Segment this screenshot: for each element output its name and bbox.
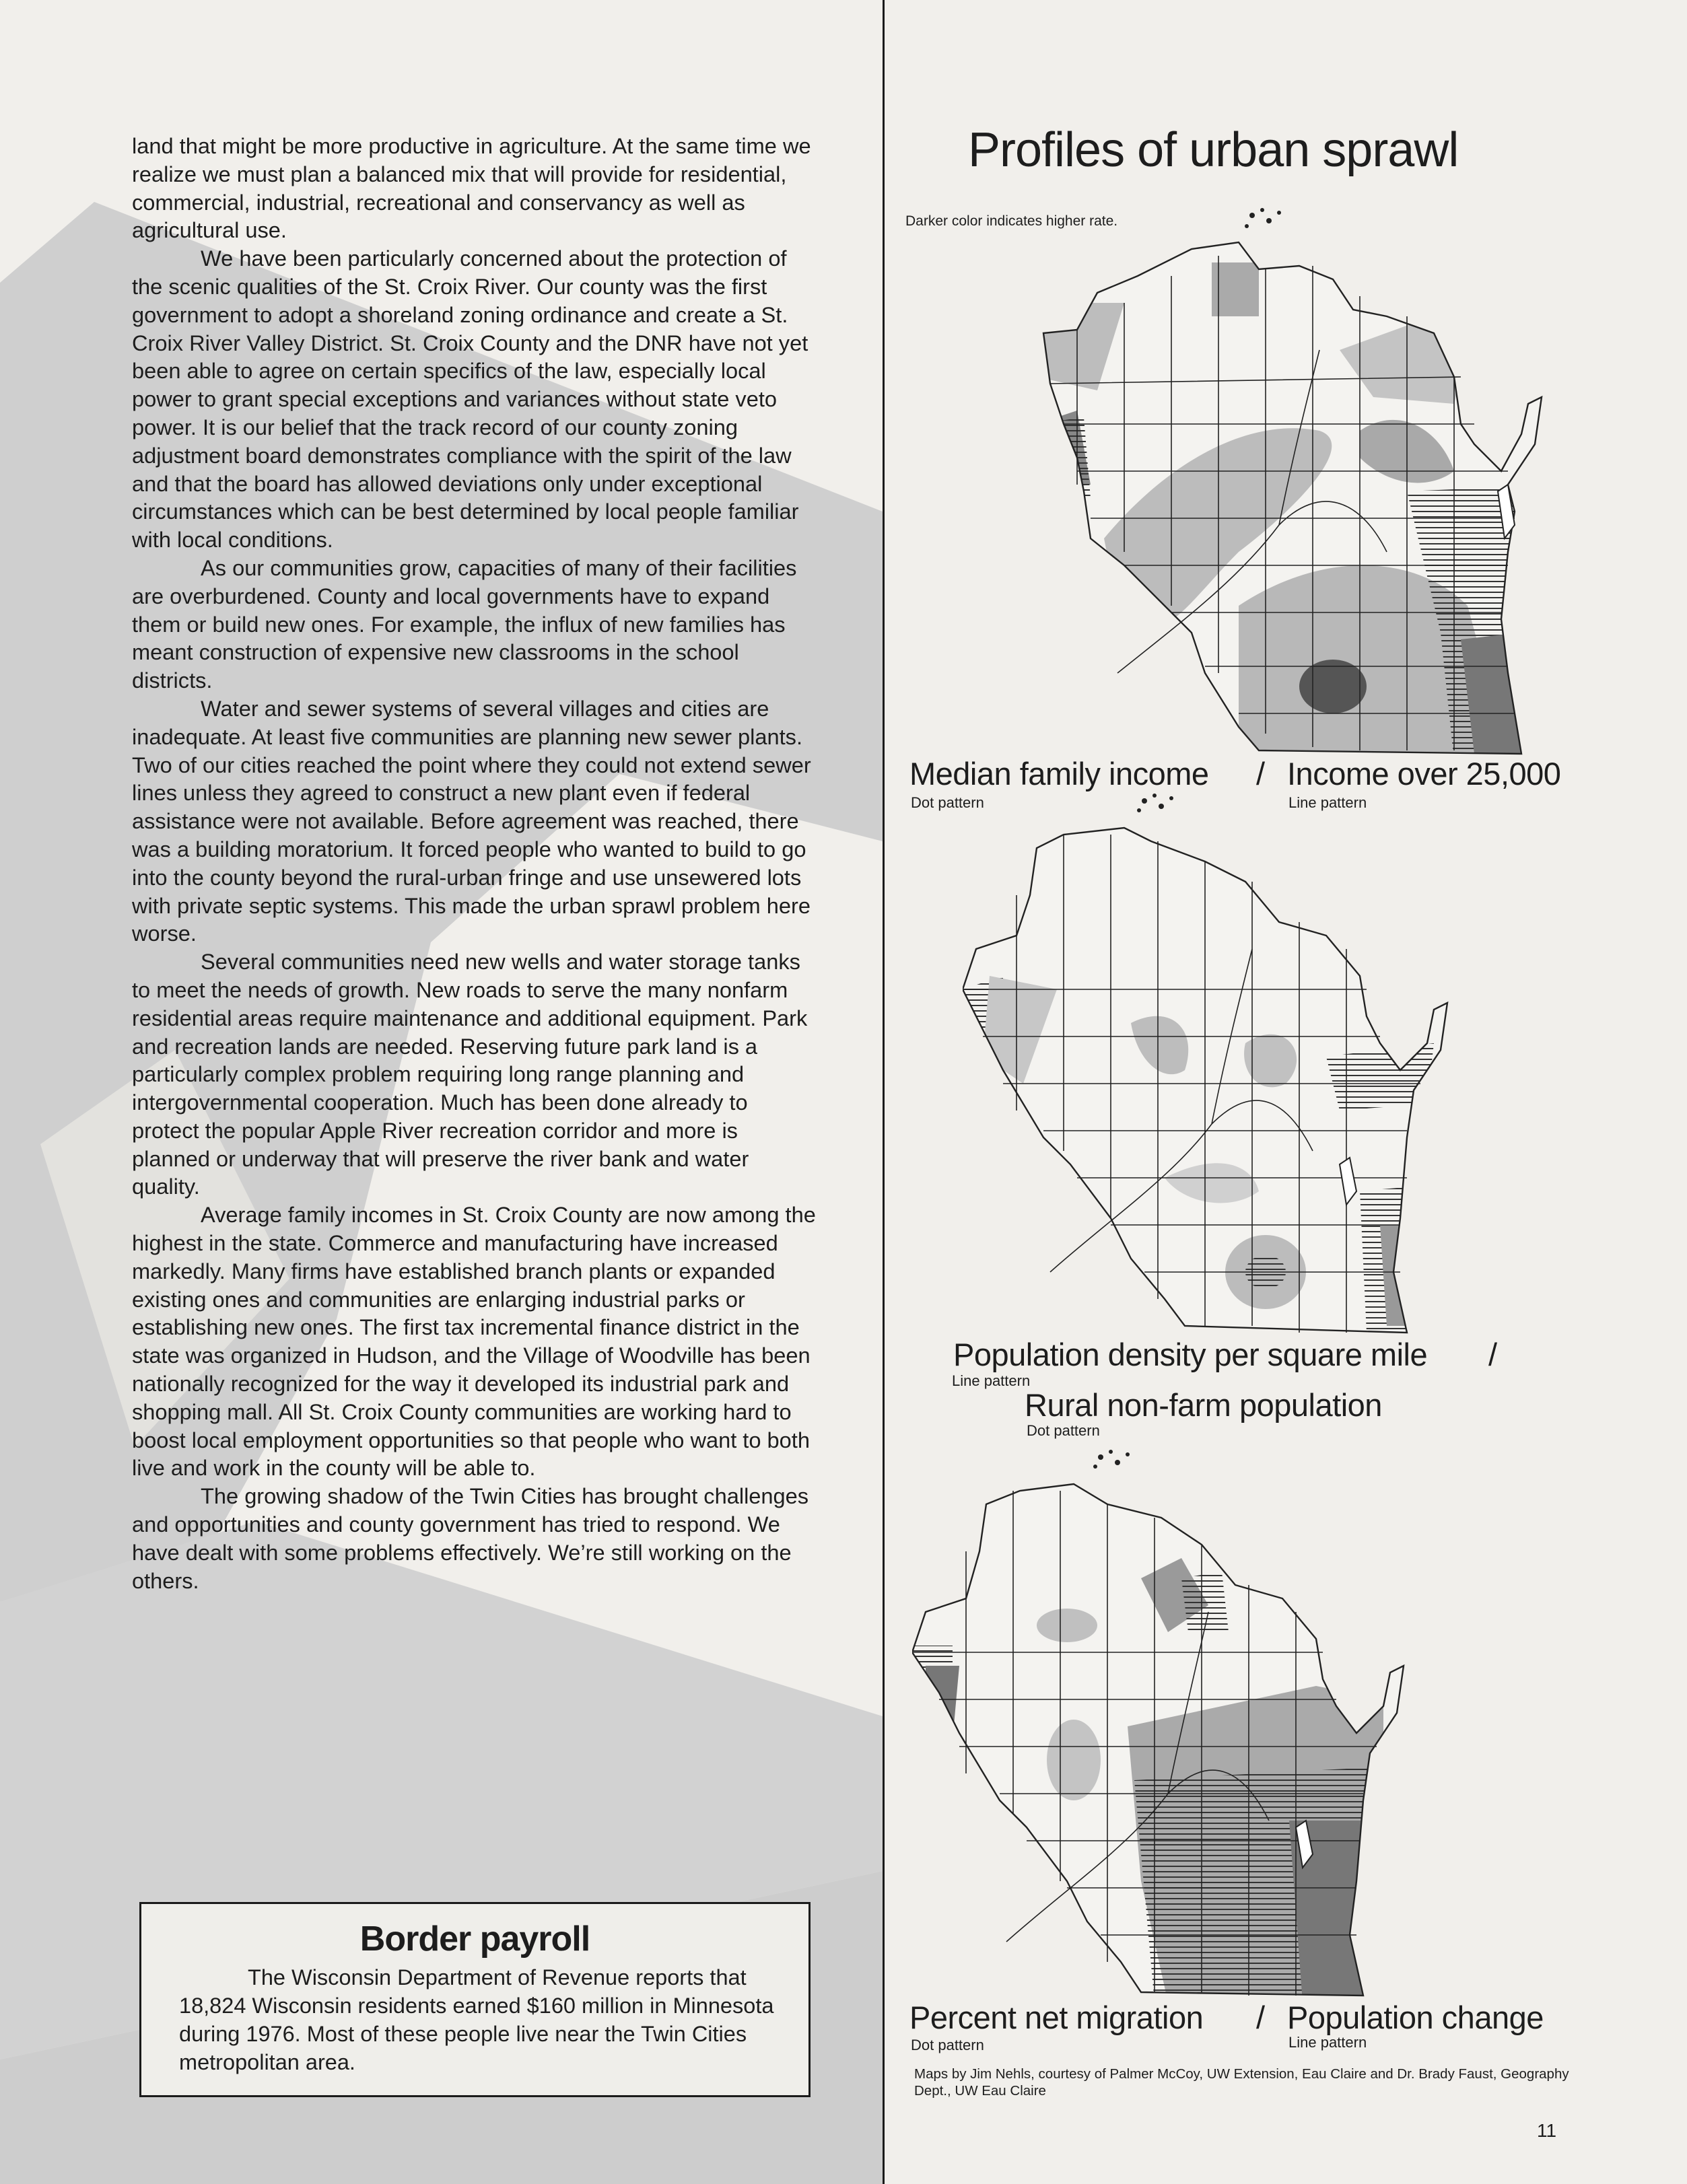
article-paragraph: We have been particularly concerned about the protection of the scenic qualities of the St. Croix River. Our county was the first government to adopt a shoreland zoning ordinance and create a St. Croix River Valley District. St. Croix County and the DNR have not yet been able to agree on certain specifics of the law, especially local power to grant special exceptions and variances without state veto power. It is our belief that the track record of our county zoning adjustment board demonstrates compliance with the spirit of the law and that the board has allowed deviations only under exceptional circumstances which can be best determined by local people familiar with local conditions.: [132, 246, 808, 553]
map3-sub-right: Line pattern: [1288, 2034, 1367, 2051]
map1-caption-left: Median family income: [909, 756, 1209, 791]
article-body: [132, 132, 819, 1594]
map-legend-note: Darker color indicates higher rate.: [905, 213, 1118, 229]
map3-caption-separator: /: [1256, 2000, 1265, 2035]
article-paragraph: The growing shadow of the Twin Cities has brought challenges and opportunities and county government has tried to respond. We have dealt with some problems effectively. We’re still working on the others.: [132, 1483, 809, 1593]
wisconsin-map-population-density: [963, 787, 1501, 1339]
sidebar-title: Border payroll: [359, 1919, 590, 1959]
wisconsin-map-migration: [912, 1444, 1451, 2002]
article-paragraph: Several communities need new wells and water storage tanks to meet the needs of growth. New roads to serve the many nonfarm residential areas require maintenance and additional equipment. Park and recreation lands are needed. Reserving future park land is a particularly complex problem requiring long range planning and intergovernmental cooperation. Much has been done already to protect the popular Apple River recreation corridor and more is planned or underway that will preserve the river bank and water quality.: [132, 949, 808, 1199]
map2-caption-right: Rural non-farm population: [1025, 1387, 1382, 1423]
wisconsin-map-income: [1037, 202, 1562, 761]
map3-caption-right: Population change: [1287, 2000, 1544, 2035]
border-payroll-box: [139, 1902, 811, 2097]
map3-sub-left: Dot pattern: [911, 2037, 984, 2053]
sidebar-text: [179, 1963, 788, 2076]
section-title: Profiles of urban sprawl: [968, 123, 1459, 177]
article-paragraph: land that might be more productive in agriculture. At the same time we realize we must plan a balanced mix that will provide for residential, commercial, industrial, recreational and conservancy as well as agricultural use.: [132, 133, 811, 243]
map-credit: Maps by Jim Nehls, courtesy of Palmer McCoy, UW Extension, Eau Claire and Dr. Brady Faust, Geography Dept., UW Eau Claire: [914, 2066, 1569, 2099]
article-paragraph: Average family incomes in St. Croix County are now among the highest in the state. Commerce and manufacturing have increased markedly. Many firms have established branch plants or expanded existing ones and communities are enlarging industrial parks or establishing new ones. The first tax incremental finance district in the state was organized in Hudson, and the Village of Woodville has been nationally recognized for the way it developed its industrial park and shopping mall. All St. Croix County communities are working hard to boost local employment opportunities so that people who want to both live and work in the county will be able to.: [132, 1202, 816, 1481]
article-paragraph: As our communities grow, capacities of many of their facilities are overburdened. County and local governments have to expand them or build new ones. For example, the influx of new families has meant construction of expensive new classrooms in the school districts.: [132, 555, 797, 693]
sidebar-paragraph: The Wisconsin Department of Revenue reports that 18,824 Wisconsin residents earned $160 million in Minnesota during 1976. Most of these people live near the Twin Cities metropolitan area.: [179, 1965, 774, 2074]
article-paragraph: Water and sewer systems of several villages and cities are inadequate. At least five communities are planning new sewer plants. Two of our cities reached the point where they could not extend sewer lines unless they agreed to construct a new plant even if federal assistance were not available. Before agreement was reached, there was a building moratorium. It forced people who wanted to build to go into the county beyond the rural-urban fringe and use unsewered lots with private septic systems. This made the urban sprawl problem here worse.: [132, 695, 811, 946]
map2-sub-left: Line pattern: [952, 1372, 1031, 1389]
page-number: 11: [1537, 2120, 1557, 2141]
map1-sub-right: Line pattern: [1288, 794, 1367, 811]
map2-sub-right: Dot pattern: [1027, 1422, 1100, 1439]
map1-sub-left: Dot pattern: [911, 794, 984, 811]
column-divider: [883, 0, 885, 2184]
map2-caption-separator: /: [1488, 1337, 1497, 1372]
map2-caption-left: Population density per square mile: [953, 1337, 1428, 1372]
map1-caption-separator: /: [1256, 756, 1265, 791]
map3-caption-left: Percent net migration: [909, 2000, 1204, 2035]
map1-caption-right: Income over 25,000: [1287, 756, 1561, 791]
